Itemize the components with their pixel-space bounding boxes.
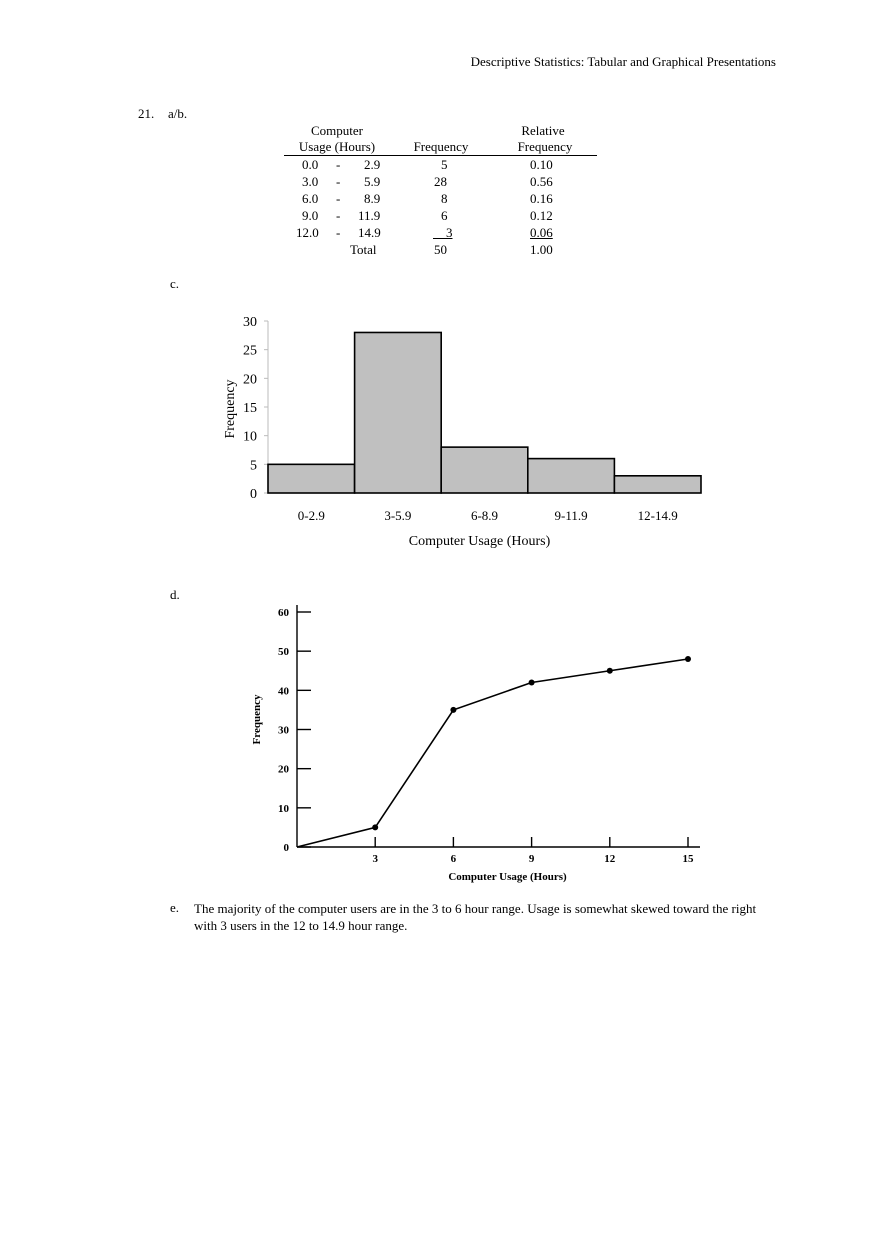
table-row [284, 191, 597, 208]
y-tick-label: 60 [278, 607, 289, 619]
row-upper-bound: 8.9 [364, 191, 381, 206]
y-tick-label: 0 [250, 487, 257, 502]
row-dash: - [336, 208, 341, 223]
row-relative-frequency: 0.06 [530, 225, 553, 240]
y-tick-label: 50 [278, 646, 289, 659]
x-axis-title: Computer Usage (Hours) [448, 871, 567, 883]
x-tick-label: 0-2.9 [297, 508, 325, 523]
y-tick-label: 20 [243, 372, 257, 388]
table-header-rule [284, 155, 597, 156]
row-lower-bound: 6.0 [302, 191, 319, 206]
histogram-chart [200, 300, 720, 560]
y-axis-title: Frequency [223, 379, 238, 439]
x-tick-label: 6 [450, 853, 457, 865]
x-tick-label: 9-11.9 [554, 508, 588, 523]
page-header-title: Descriptive Statistics: Tabular and Graphical Presentations [470, 54, 776, 69]
total-relative-frequency: 1.00 [530, 242, 553, 257]
row-lower-bound: 12.0 [296, 225, 319, 240]
table-total-row [284, 242, 597, 259]
table-header-relative-line2: Frequency [517, 139, 573, 154]
table-header-usage-line2: Usage (Hours) [298, 139, 376, 154]
row-frequency [433, 225, 453, 241]
ogive-point [607, 668, 613, 674]
total-label: Total [350, 242, 377, 257]
x-axis-title: Computer Usage (Hours) [408, 534, 551, 549]
x-tick-label: 12-14.9 [637, 508, 678, 523]
row-relative-frequency: 0.16 [530, 191, 553, 206]
y-tick-label: 40 [278, 685, 289, 698]
row-upper-bound: 14.9 [358, 225, 381, 240]
histogram-bar [441, 447, 528, 493]
row-relative-frequency: 0.10 [530, 157, 553, 172]
row-relative-frequency: 0.12 [530, 208, 553, 223]
row-frequency: 28 [434, 174, 447, 189]
row-lower-bound: 0.0 [302, 157, 319, 172]
part-ab-label: a/b. [168, 106, 188, 121]
row-upper-bound: 11.9 [358, 208, 381, 223]
histogram-bar [355, 332, 442, 493]
table-row [284, 157, 597, 174]
y-axis-title: Frequency [251, 694, 263, 745]
problem-number: 21. [138, 106, 155, 121]
y-tick-label: 0 [283, 842, 289, 854]
table-row [284, 225, 597, 242]
part-d-label: d. [170, 587, 180, 602]
total-frequency: 50 [434, 242, 447, 257]
part-e-label: e. [170, 900, 180, 915]
y-tick-label: 30 [243, 315, 257, 330]
row-upper-bound: 2.9 [364, 157, 381, 172]
row-frequency: 6 [441, 208, 448, 223]
x-tick-label: 3-5.9 [384, 508, 412, 523]
histogram-bar [528, 459, 615, 493]
row-relative-frequency: 0.56 [530, 174, 553, 189]
x-tick-label: 6-8.9 [470, 508, 499, 523]
ogive-line [297, 659, 688, 847]
ogive-point [372, 824, 378, 830]
row-frequency-value: 3 [446, 225, 453, 240]
y-tick-label: 20 [278, 763, 289, 776]
y-tick-label: 25 [243, 343, 257, 359]
histogram-bar [268, 464, 355, 493]
y-tick-label: 15 [243, 401, 257, 416]
x-tick-label: 12 [604, 853, 616, 865]
ogive-point [685, 656, 691, 662]
table-header-relative-line1: Relative [521, 123, 565, 138]
row-dash: - [336, 157, 341, 172]
y-tick-label: 30 [278, 724, 289, 737]
y-tick-label: 10 [278, 802, 289, 815]
row-lower-bound: 3.0 [302, 174, 319, 189]
y-tick-label: 5 [250, 458, 257, 474]
ogive-point [450, 707, 456, 713]
row-lower-bound: 9.0 [302, 208, 319, 223]
y-tick-label: 10 [243, 429, 257, 445]
table-header-frequency: Frequency [413, 139, 469, 154]
x-tick-label: 9 [528, 853, 535, 865]
row-dash: - [336, 191, 341, 206]
row-frequency: 8 [441, 191, 448, 206]
row-frequency: 5 [441, 157, 448, 172]
table-row [284, 174, 597, 191]
ogive-chart [230, 595, 720, 890]
part-e-answer: The majority of the computer users are in the 3 to 6 hour range. Usage is somewhat skewed toward the right with 3 users in the 12 to 14.9 hour range. [194, 901, 757, 933]
histogram-bar [614, 476, 701, 493]
x-tick-label: 15 [682, 853, 694, 865]
table-header-usage-line1: Computer [311, 123, 363, 138]
row-dash: - [336, 174, 341, 189]
row-upper-bound: 5.9 [364, 174, 381, 189]
row-dash: - [336, 225, 341, 240]
ogive-point [529, 680, 535, 686]
part-c-label: c. [170, 276, 180, 291]
table-row [284, 208, 597, 225]
x-tick-label: 3 [372, 853, 378, 865]
